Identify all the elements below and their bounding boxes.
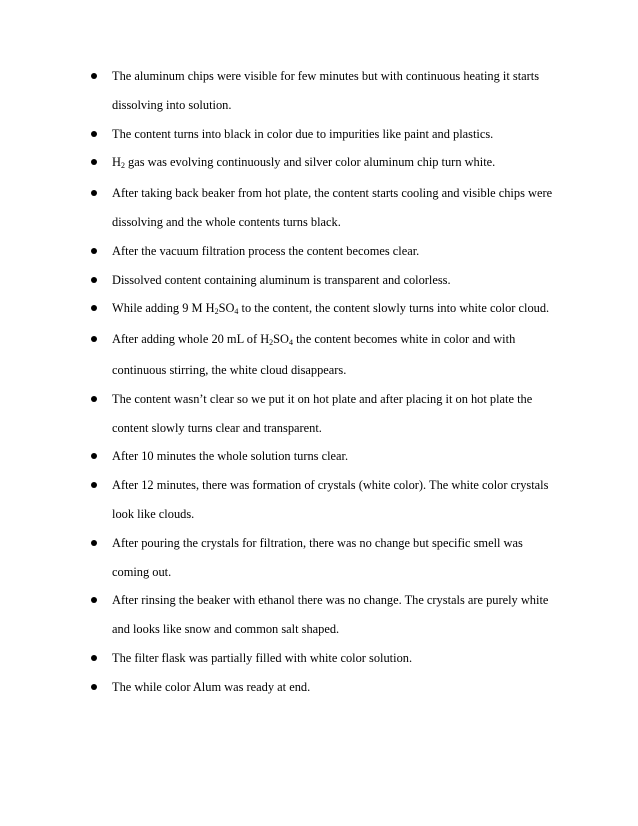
text-run: After adding whole 20 mL of H — [112, 332, 270, 347]
list-item-line — [112, 148, 578, 179]
subscript: 4 — [288, 338, 293, 348]
list-item — [0, 237, 638, 266]
list-item — [0, 442, 638, 471]
list-item — [0, 325, 638, 385]
list-item — [0, 529, 638, 587]
bullet-icon — [91, 482, 97, 488]
list-item — [0, 644, 638, 673]
text-run: the content becomes white in color and with — [292, 332, 516, 347]
list-item-line: continuous stirring, the white cloud disappears. — [112, 362, 347, 377]
list-item-line: After 10 minutes the whole solution turns clear. — [112, 449, 349, 464]
list-item-line: The while color Alum was ready at end. — [112, 679, 311, 694]
subscript: 2 — [269, 338, 274, 348]
bullet-icon — [91, 248, 97, 254]
text-run: SO — [273, 332, 289, 347]
subscript: 4 — [234, 307, 239, 317]
bullet-icon — [91, 597, 97, 603]
list-item-line: dissolving and the whole contents turns black. — [112, 214, 341, 229]
list-item-line: After the vacuum filtration process the content becomes clear. — [112, 243, 420, 258]
list-item-line: The filter flask was partially filled with white color solution. — [112, 650, 413, 665]
bullet-icon — [91, 540, 97, 546]
subscript: 2 — [120, 161, 125, 171]
list-item-line: look like clouds. — [112, 506, 195, 521]
list-item — [0, 120, 638, 149]
text-run: gas was evolving continuously and silver color aluminum chip turn white. — [124, 155, 496, 170]
bullet-icon — [91, 73, 97, 79]
list-item-line: After rinsing the beaker with ethanol there was no change. The crystals are purely white — [112, 593, 549, 608]
text-run: to the content, the content slowly turns into white color cloud. — [238, 301, 550, 316]
list-item — [0, 586, 638, 644]
bullet-icon — [91, 305, 97, 311]
text-run: SO — [218, 301, 235, 316]
list-item — [0, 62, 638, 120]
list-item — [0, 673, 638, 702]
bullet-icon — [91, 131, 97, 137]
list-item-line: After 12 minutes, there was formation of crystals (white color). The white color crystals — [112, 478, 549, 493]
bullet-icon — [91, 396, 97, 402]
list-item-line: After taking back beaker from hot plate, the content starts cooling and visible chips were — [112, 186, 553, 201]
list-item-line: and looks like snow and common salt shaped. — [112, 622, 340, 637]
bullet-icon — [91, 684, 97, 690]
list-item — [0, 148, 638, 179]
bullet-icon — [91, 655, 97, 661]
list-item-line: The aluminum chips were visible for few minutes but with continuous heating it starts — [112, 69, 540, 83]
list-item-line: The content turns into black in color due to impurities like paint and plastics. — [112, 126, 494, 141]
text-run: H — [112, 155, 121, 170]
list-item-line: coming out. — [112, 564, 172, 579]
list-item-line: The content wasn’t clear so we put it on hot plate and after placing it on hot plate the — [112, 391, 533, 406]
subscript: 2 — [214, 307, 219, 317]
list-item-line — [112, 325, 578, 356]
bullet-icon — [91, 159, 97, 165]
list-item-line: After pouring the crystals for filtration, there was no change but specific smell was — [112, 535, 523, 550]
list-item-line — [112, 294, 578, 325]
observations-list — [0, 62, 638, 702]
list-item — [0, 266, 638, 295]
list-item-line: dissolving into solution. — [112, 97, 232, 112]
list-item-line: Dissolved content containing aluminum is transparent and colorless. — [112, 272, 451, 287]
bullet-icon — [91, 336, 97, 342]
list-item — [0, 179, 638, 237]
bullet-icon — [91, 453, 97, 459]
list-item — [0, 385, 638, 443]
text-run: While adding 9 M H — [112, 301, 215, 316]
list-item — [0, 294, 638, 325]
bullet-icon — [91, 190, 97, 196]
bullet-icon — [91, 277, 97, 283]
list-item-line: content slowly turns clear and transparent. — [112, 420, 322, 435]
list-item — [0, 471, 638, 529]
